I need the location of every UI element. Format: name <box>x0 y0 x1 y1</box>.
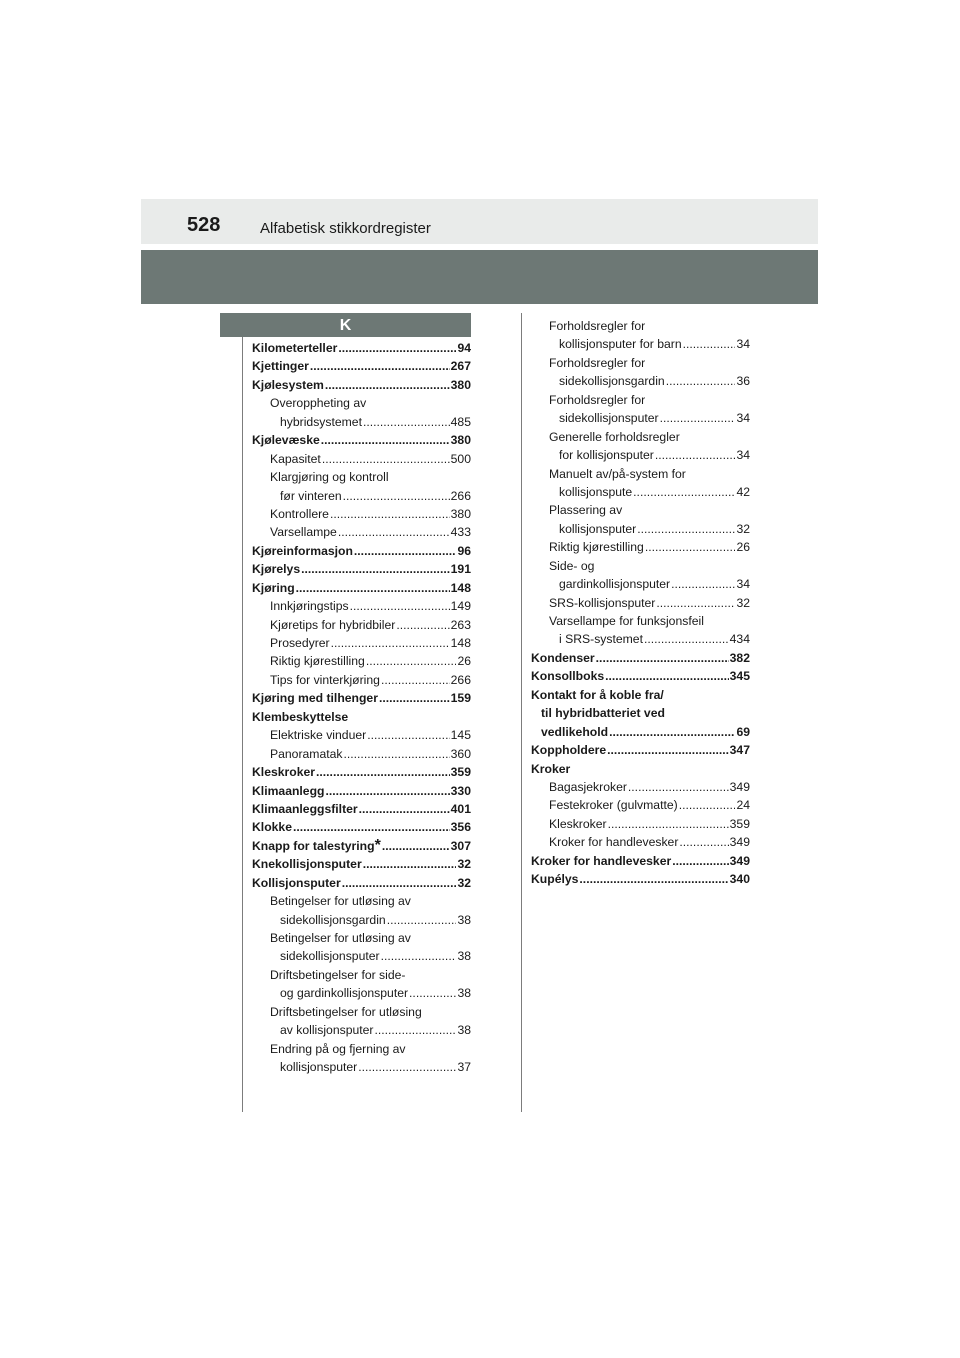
index-entry-page: 38 <box>457 912 471 927</box>
dot-leader <box>379 689 450 707</box>
dot-leader <box>310 357 450 375</box>
index-entry-heading <box>531 354 750 372</box>
index-entry <box>531 446 750 464</box>
index-entry-term: til hybridbatteriet ved <box>541 706 665 721</box>
index-entry-term: Kleskroker <box>252 765 316 780</box>
index-entry-heading <box>531 317 750 335</box>
index-entry <box>252 1058 471 1076</box>
dot-leader <box>679 833 728 851</box>
header-band <box>141 250 818 304</box>
dot-leader <box>350 597 450 615</box>
index-entry-term: av kollisjonsputer <box>280 1023 374 1038</box>
dot-leader <box>366 652 457 670</box>
index-entry <box>531 409 750 427</box>
index-entry-heading <box>531 612 750 630</box>
index-entry-page: 347 <box>729 743 750 758</box>
index-entry-term: Riktig kjørestilling <box>549 540 644 555</box>
index-entry-term: Panoramatak <box>270 746 343 761</box>
index-entry-term: Kjettinger <box>252 359 309 374</box>
index-entry-term: Generelle forholdsregler <box>549 429 680 444</box>
dot-leader <box>331 634 450 652</box>
index-entry-page: 26 <box>736 540 750 555</box>
index-entry-page: 32 <box>736 595 750 610</box>
index-entry-heading <box>531 428 750 446</box>
index-entry-term: Endring på og fjerning av <box>270 1041 406 1056</box>
index-entry-term: Overoppheting av <box>270 396 367 411</box>
dot-leader <box>381 947 457 965</box>
index-entry-term: Varsellampe for funksjonsfeil <box>549 614 704 628</box>
index-entry-heading <box>252 1040 471 1058</box>
index-entry <box>531 833 750 851</box>
index-entry-page: 267 <box>450 359 471 374</box>
index-entry-page: 96 <box>457 543 471 558</box>
index-entry-page: 382 <box>729 650 750 665</box>
index-entry <box>531 575 750 593</box>
index-entry-term: vedlikehold <box>541 724 609 739</box>
dot-leader <box>367 726 449 744</box>
dot-leader <box>374 1021 456 1039</box>
dot-leader <box>633 483 735 501</box>
dot-leader <box>382 837 450 855</box>
index-column-2 <box>531 317 750 889</box>
index-entry-term: Klimaanleggsfilter <box>252 801 358 816</box>
index-entry-page: 356 <box>450 820 471 835</box>
index-entry-page: 148 <box>450 580 471 595</box>
index-entry-term: sidekollisjonsgardin <box>559 374 665 389</box>
index-entry-term: Festekroker (gulvmatte) <box>549 798 678 813</box>
index-entry <box>531 796 750 814</box>
dot-leader <box>358 1058 456 1076</box>
dot-leader <box>387 911 457 929</box>
index-entry-page: 266 <box>450 488 471 503</box>
index-entry: Knapp for talestyring * ..... 307 <box>252 837 471 855</box>
index-entry-term: Kjøreinformasjon <box>252 543 353 558</box>
index-entry-heading <box>252 708 471 726</box>
index-entry-page: 330 <box>450 783 471 798</box>
index-entry-page: 349 <box>729 779 750 794</box>
dot-leader <box>293 818 450 836</box>
index-entry-page: 149 <box>450 599 471 614</box>
column-divider-left <box>242 337 243 1112</box>
index-entry-page: 32 <box>457 875 471 890</box>
index-entry-term: Klimaanlegg <box>252 783 325 798</box>
dot-leader <box>301 560 450 578</box>
header-bar <box>141 199 818 244</box>
index-entry-page: 360 <box>450 746 471 761</box>
index-entry <box>252 984 471 1002</box>
index-entry <box>531 594 750 612</box>
dot-leader <box>609 723 735 741</box>
index-entry <box>252 450 471 468</box>
index-entry-term: sidekollisjonsgardin <box>280 912 386 927</box>
index-entry <box>252 339 471 357</box>
index-entry-page: 94 <box>457 341 471 355</box>
index-entry-heading <box>531 391 750 409</box>
index-entry <box>252 597 471 615</box>
index-entry-term: Knapp for talestyring <box>252 838 375 853</box>
index-entry-page: 263 <box>450 617 471 632</box>
dot-leader <box>321 431 450 449</box>
index-entry-heading <box>531 465 750 483</box>
index-entry-page: 145 <box>450 728 471 743</box>
index-entry-heading <box>531 760 750 778</box>
dot-leader <box>359 800 450 818</box>
index-entry <box>531 870 750 888</box>
index-entry-term: Riktig kjørestilling <box>270 654 365 669</box>
dot-leader <box>344 745 450 763</box>
index-entry-term: for kollisjonsputer <box>559 448 654 463</box>
index-entry <box>252 947 471 965</box>
dot-leader <box>338 523 450 541</box>
index-entry-term: Kroker for handlevesker <box>549 835 679 850</box>
index-entry <box>252 560 471 578</box>
index-entry-term: Knekollisjonsputer <box>252 857 362 872</box>
index-entry-page: 34 <box>736 577 750 592</box>
index-entry-term: Kjølesystem <box>252 377 324 392</box>
dot-leader <box>325 376 450 394</box>
column-divider-right <box>521 313 522 1112</box>
index-entry <box>531 815 750 833</box>
index-entry <box>252 487 471 505</box>
dot-leader <box>342 874 457 892</box>
index-entry-term: Forholdsregler for <box>549 319 646 333</box>
index-entry-term: Elektriske vinduer <box>270 728 367 743</box>
index-entry <box>252 542 471 560</box>
index-entry-page: 148 <box>450 636 471 650</box>
dot-leader <box>338 339 456 357</box>
index-entry-page: 26 <box>457 654 471 669</box>
index-entry-term: Forholdsregler for <box>549 392 646 407</box>
index-entry-term: Driftsbetingelser for side- <box>270 967 406 982</box>
index-entry-page: 266 <box>450 672 471 687</box>
index-entry-page: 340 <box>729 872 750 887</box>
dot-leader <box>316 763 450 781</box>
index-entry <box>252 745 471 763</box>
index-entry-term: Varsellampe <box>270 525 337 540</box>
index-entry-page: 42 <box>736 484 750 499</box>
index-entry-term: Kjøring <box>252 580 295 595</box>
index-entry <box>531 778 750 796</box>
dot-leader <box>645 538 736 556</box>
index-entry <box>531 630 750 648</box>
dot-leader <box>607 741 729 759</box>
index-entry <box>252 376 471 394</box>
dot-leader <box>343 487 450 505</box>
dot-leader <box>363 413 450 431</box>
index-entry-heading <box>252 468 471 486</box>
dot-leader <box>596 649 729 667</box>
index-entry-page: 34 <box>736 411 750 426</box>
index-entry-term: og gardinkollisjonsputer <box>280 986 409 1001</box>
index-entry-page: 380 <box>450 506 471 521</box>
dot-leader <box>409 984 456 1002</box>
index-entry-term: Kjøring med tilhenger <box>252 691 378 706</box>
index-entry <box>252 505 471 523</box>
index-entry-term: hybridsystemet <box>280 414 362 429</box>
index-entry <box>252 911 471 929</box>
dot-leader <box>381 671 450 689</box>
index-entry <box>252 579 471 597</box>
dot-leader <box>628 778 729 796</box>
index-entry-term: Manuelt av/på-system for <box>549 466 686 481</box>
index-entry-term: Kapasitet <box>270 451 321 466</box>
page-title: Alfabetisk stikkordregister <box>260 220 431 237</box>
index-entry-page: 34 <box>736 337 750 352</box>
index-entry-heading <box>252 892 471 910</box>
index-entry-term: Klokke <box>252 820 292 835</box>
index-entry-page: 24 <box>736 798 750 813</box>
index-entry-page: 349 <box>729 853 750 868</box>
index-entry-term: Kilometerteller <box>252 341 338 355</box>
index-entry <box>531 372 750 390</box>
index-entry-term: i SRS-systemet <box>559 632 643 647</box>
index-entry-page: 36 <box>736 374 750 389</box>
index-entry-term: Innkjøringstips <box>270 599 349 614</box>
index-entry-term: Klargjøring og kontroll <box>270 470 389 485</box>
index-entry-term: Kondenser <box>531 650 595 665</box>
index-entry-page: 359 <box>450 765 471 780</box>
index-entry-term: Kjøretips for hybridbiler <box>270 617 396 632</box>
index-entry-heading <box>252 1003 471 1021</box>
dot-leader <box>579 870 728 888</box>
dot-leader <box>644 630 729 648</box>
index-entry <box>531 852 750 870</box>
index-entry <box>252 616 471 634</box>
dot-leader <box>296 579 450 597</box>
index-entry <box>252 763 471 781</box>
page-number: 528 <box>187 214 221 236</box>
dot-leader <box>660 409 736 427</box>
index-entry-term: Prosedyrer <box>270 636 330 650</box>
index-entry <box>531 335 750 353</box>
index-entry-term: SRS-kollisjonsputer <box>549 595 656 610</box>
index-entry <box>252 1021 471 1039</box>
index-entry-heading <box>531 704 750 722</box>
index-entry-page: 38 <box>457 949 471 964</box>
index-entry-term: Driftsbetingelser for utløsing <box>270 1004 422 1019</box>
dot-leader <box>655 446 736 464</box>
dot-leader <box>325 782 449 800</box>
index-entry <box>531 538 750 556</box>
index-entry-page: 359 <box>729 816 750 831</box>
dot-leader <box>672 852 728 870</box>
index-entry-page: 380 <box>450 377 471 392</box>
index-entry <box>252 689 471 707</box>
index-entry <box>252 357 471 375</box>
index-entry-term: kollisjonsputer for barn <box>559 337 682 352</box>
dot-leader <box>679 796 736 814</box>
index-entry-page: 380 <box>450 433 471 448</box>
dot-leader <box>671 575 735 593</box>
index-entry-term: Klembeskyttelse <box>252 709 349 724</box>
section-letter-heading: K <box>220 313 471 337</box>
index-entry <box>252 431 471 449</box>
index-entry <box>252 818 471 836</box>
index-entry-term: sidekollisjonsputer <box>559 411 659 426</box>
index-entry-term: Bagasjekroker <box>549 779 627 794</box>
index-entry <box>252 874 471 892</box>
index-entry <box>252 671 471 689</box>
dot-leader <box>608 815 729 833</box>
index-entry <box>252 634 471 652</box>
index-entry-term: Kjølevæske <box>252 433 320 448</box>
dot-leader <box>605 667 729 685</box>
index-entry-term: Betingelser for utløsing av <box>270 894 411 909</box>
index-entry-term: kollisjonspute <box>559 484 633 499</box>
index-entry-term: Kontakt for å koble fra/ <box>531 687 664 702</box>
index-entry-page: 500 <box>450 451 471 466</box>
index-entry-page: 32 <box>457 857 471 872</box>
index-entry <box>531 520 750 538</box>
dot-leader <box>322 450 450 468</box>
index-entry-term: sidekollisjonsputer <box>280 949 380 964</box>
index-entry-term: Kjørelys <box>252 562 301 577</box>
index-entry-term: Side- og <box>549 558 595 573</box>
index-entry-term: Kupélys <box>531 872 579 887</box>
index-entry-term: Forholdsregler for <box>549 355 646 370</box>
index-entry-page: 434 <box>729 632 750 647</box>
dot-leader <box>656 594 735 612</box>
index-entry <box>531 741 750 759</box>
index-entry <box>252 800 471 818</box>
dot-leader <box>666 372 736 390</box>
index-entry-term: kollisjonsputer <box>559 521 637 536</box>
index-entry-page: 401 <box>450 801 471 816</box>
index-entry-page: 349 <box>729 835 750 850</box>
index-entry-page: 345 <box>729 669 750 684</box>
index-entry-term: Betingelser for utløsing av <box>270 931 411 945</box>
index-entry-page: 32 <box>736 521 750 536</box>
index-entry <box>252 413 471 431</box>
dot-leader <box>330 505 450 523</box>
index-entry-term: Kroker for handlevesker <box>531 853 672 868</box>
index-entry <box>252 726 471 744</box>
index-entry-term: Koppholdere <box>531 743 607 758</box>
index-entry-page: 69 <box>736 724 750 739</box>
index-entry <box>531 723 750 741</box>
index-entry-term: Tips for vinterkjøring <box>270 672 380 687</box>
dot-leader <box>396 616 449 634</box>
index-entry-page: 159 <box>450 691 471 706</box>
index-entry-heading <box>531 686 750 704</box>
index-entry-heading <box>252 929 471 947</box>
index-entry-page: 37 <box>457 1060 471 1075</box>
index-entry-page: 485 <box>450 414 471 429</box>
dot-leader <box>363 855 457 873</box>
index-entry <box>531 483 750 501</box>
index-entry-term: Kontrollere <box>270 506 329 521</box>
index-entry <box>252 855 471 873</box>
index-entry <box>252 523 471 541</box>
index-entry-term: kollisjonsputer <box>280 1060 358 1075</box>
dot-leader <box>354 542 457 560</box>
index-entry-page: 191 <box>450 562 471 577</box>
index-entry-term: Plassering av <box>549 503 623 518</box>
index-entry <box>531 667 750 685</box>
index-entry-page: 34 <box>736 448 750 463</box>
index-entry-page: 307 <box>450 838 471 853</box>
index-entry-term: før vinteren <box>280 488 342 503</box>
index-entry-heading <box>252 966 471 984</box>
index-entry-heading <box>531 557 750 575</box>
index-entry-page: 38 <box>457 1023 471 1038</box>
index-entry-page: 38 <box>457 986 471 1001</box>
index-entry-term: Kollisjonsputer <box>252 875 341 890</box>
dot-leader <box>637 520 735 538</box>
index-column-1 <box>252 339 471 1077</box>
index-entry-heading <box>531 501 750 519</box>
index-entry-heading <box>252 394 471 412</box>
index-entry-page: 433 <box>450 525 471 540</box>
index-entry-term: Kroker <box>531 761 571 776</box>
index-entry <box>531 649 750 667</box>
index-entry-term: gardinkollisjonsputer <box>559 577 671 592</box>
dot-leader <box>683 335 736 353</box>
index-entry-term: Konsollboks <box>531 669 605 684</box>
index-entry <box>252 782 471 800</box>
index-entry <box>252 652 471 670</box>
index-entry-term: Kleskroker <box>549 816 607 831</box>
